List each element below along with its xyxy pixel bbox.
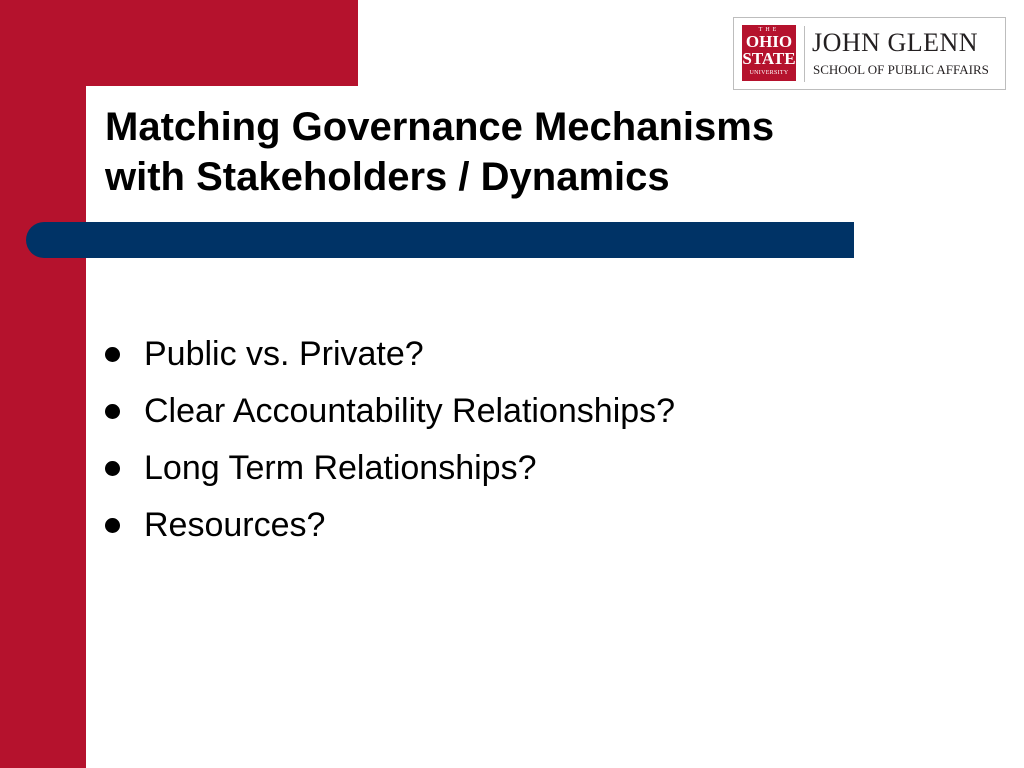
bullet-dot-icon bbox=[105, 461, 120, 476]
john-glenn-school-logo bbox=[733, 17, 1006, 90]
slide-title-line-2: with Stakeholders / Dynamics bbox=[105, 155, 670, 199]
logo-divider bbox=[804, 26, 805, 82]
ohio-state-seal-icon bbox=[742, 25, 796, 81]
slide-title-line-1: Matching Governance Mechanisms bbox=[105, 105, 775, 149]
seal-the-text: THE bbox=[758, 27, 780, 33]
logo-name: JOHN GLENN bbox=[812, 28, 979, 57]
bullet-text: Resources? bbox=[144, 506, 326, 544]
bullet-dot-icon bbox=[105, 404, 120, 419]
seal-ohio-text: OHIO bbox=[745, 32, 793, 51]
red-side-band bbox=[0, 0, 86, 768]
bullet-dot-icon bbox=[105, 518, 120, 533]
bullet-text: Public vs. Private? bbox=[144, 335, 424, 373]
red-top-band bbox=[0, 0, 358, 86]
seal-university-text: UNIVERSITY bbox=[749, 70, 789, 76]
bullet-text: Clear Accountability Relationships? bbox=[144, 392, 676, 430]
slide-title bbox=[105, 102, 885, 202]
bullet-dot-icon bbox=[105, 347, 120, 362]
logo-subtitle: SCHOOL OF PUBLIC AFFAIRS bbox=[813, 62, 989, 77]
seal-state-text: STATE bbox=[742, 49, 796, 68]
title-divider-bar bbox=[26, 222, 854, 258]
bullet-text: Long Term Relationships? bbox=[144, 449, 537, 487]
